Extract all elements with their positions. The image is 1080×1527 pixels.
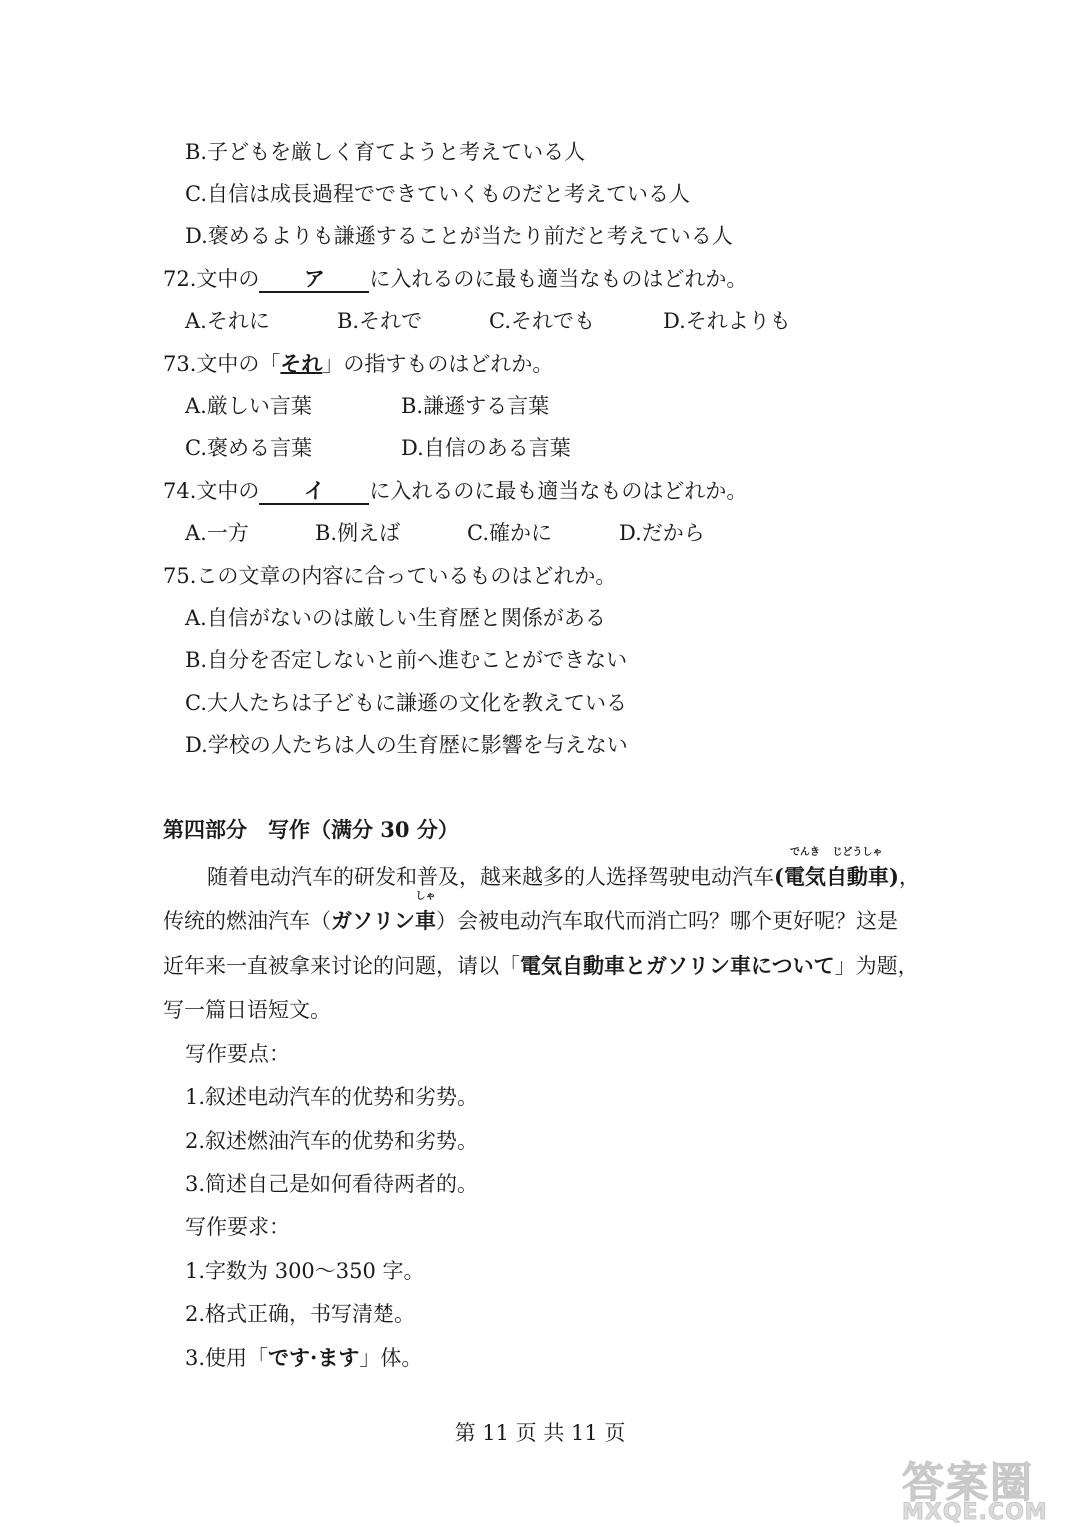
prompt-line-1 [207, 847, 920, 892]
q72-option-b: B.それで [337, 309, 423, 333]
q74-prefix: 74.文中の [163, 479, 260, 503]
requirement-3-term: です·ます [268, 1345, 360, 1370]
q72-blank: ア [259, 267, 369, 293]
point-3: 3.简述自己是如何看待两者的。 [185, 1172, 479, 1196]
q73-prefix: 73.文中の「 [163, 352, 281, 376]
essay-title: 電気自動車とガソリン車について [520, 953, 835, 978]
prompt-line-2-b: ）会被电动汽车取代而消亡吗？哪个更好呢？这是 [436, 909, 898, 933]
ruby-sha: しゃ 車 [415, 891, 436, 933]
term-electric-car: ( でんき 電気 じどうしゃ 自動車) [774, 864, 899, 889]
prompt-line-3 [163, 951, 919, 981]
watermark-line-1: 答案圈 [902, 1458, 1035, 1507]
q74-option-b: B.例えば [315, 521, 401, 545]
q73-option-d: D.自信のある言葉 [401, 436, 571, 460]
ruby-denki: でんき 電気 [783, 847, 826, 889]
requirement-3-b: 」体。 [359, 1346, 423, 1370]
page-footer: 第 11 页 共 11 页 [454, 1421, 626, 1445]
prompt-line-2 [163, 891, 898, 936]
q75-stem: 75.この文章の内容に合っているものはどれか。 [163, 564, 617, 588]
q72-option-c: C.それでも [489, 309, 595, 333]
q75-option-d: D.学校の人たちは人の生育歴に影響を与えない [185, 733, 628, 757]
q72-option-a: A.それに [185, 309, 270, 333]
point-2: 2.叙述燃油汽车的优势和劣势。 [185, 1129, 479, 1153]
q73-stem [163, 349, 553, 379]
q71-option-b: B.子どもを厳しく育てようと考えている人 [185, 140, 586, 164]
ruby-text-sha: しゃ [415, 891, 436, 902]
prompt-line-2-a: 传统的燃油汽车（ [163, 909, 331, 933]
requirement-1: 1.字数为 300～350 字。 [185, 1259, 425, 1283]
q75-option-c: C.大人たちは子どもに謙遜の文化を教えている [185, 691, 627, 715]
q72-prefix: 72.文中の [163, 267, 260, 291]
q71-option-c: C.自信は成長過程でできていくものだと考えている人 [185, 182, 690, 206]
prompt-line-4: 写一篇日语短文。 [163, 998, 331, 1022]
q72-stem [163, 264, 747, 294]
q74-option-c: C.確かに [467, 521, 552, 545]
q73-option-b: B.謙遜する言葉 [401, 394, 550, 418]
q75-option-a: A.自信がないのは厳しい生育歴と関係がある [185, 606, 606, 630]
watermark-line-2: MXQE.COM [902, 1500, 1048, 1525]
q75-option-b: B.自分を否定しないと前へ進むことができない [185, 648, 628, 672]
q73-keyword: それ [280, 351, 323, 376]
q74-option-a: A.一方 [185, 521, 249, 545]
requirements-heading: 写作要求： [185, 1215, 290, 1239]
prompt-line-1-text: 随着电动汽车的研发和普及，越来越多的人选择驾驶电动汽车 [207, 865, 774, 889]
q74-suffix: に入れるのに最も適当なものはどれか。 [369, 479, 748, 503]
ruby-text-jidousha: じどうしゃ [832, 847, 883, 858]
section4-heading: 第四部分 写作（满分 30 分） [163, 817, 459, 842]
watermark-logo [898, 1450, 1076, 1524]
prompt-line-1-end: ， [898, 865, 920, 889]
requirement-3-a: 3.使用「 [185, 1346, 269, 1370]
q74-blank: イ [259, 479, 369, 505]
requirement-2: 2.格式正确，书写清楚。 [185, 1302, 416, 1326]
point-1: 1.叙述电动汽车的优势和劣势。 [185, 1085, 479, 1109]
ruby-jidousha: じどうしゃ 自動車 [825, 847, 889, 889]
q74-option-d: D.だから [619, 521, 705, 545]
q73-option-c: C.褒める言葉 [185, 436, 312, 460]
prompt-line-3-b: 」为题， [834, 954, 919, 978]
term-gasoline-car: ガソリン しゃ 車 [331, 908, 436, 933]
prompt-line-3-a: 近年来一直被拿来讨论的问题，请以「 [163, 954, 520, 978]
points-heading: 写作要点： [185, 1042, 290, 1066]
q73-suffix: 」の指すものはどれか。 [322, 352, 554, 376]
q71-option-d: D.褒めるよりも謙遜することが当たり前だと考えている人 [185, 224, 733, 248]
q72-suffix: に入れるのに最も適当なものはどれか。 [369, 267, 748, 291]
requirement-3 [185, 1343, 422, 1373]
q72-option-d: D.それよりも [663, 309, 791, 333]
ruby-text-denki: でんき [789, 847, 820, 858]
q74-stem [163, 476, 747, 506]
q73-option-a: A.厳しい言葉 [185, 394, 312, 418]
